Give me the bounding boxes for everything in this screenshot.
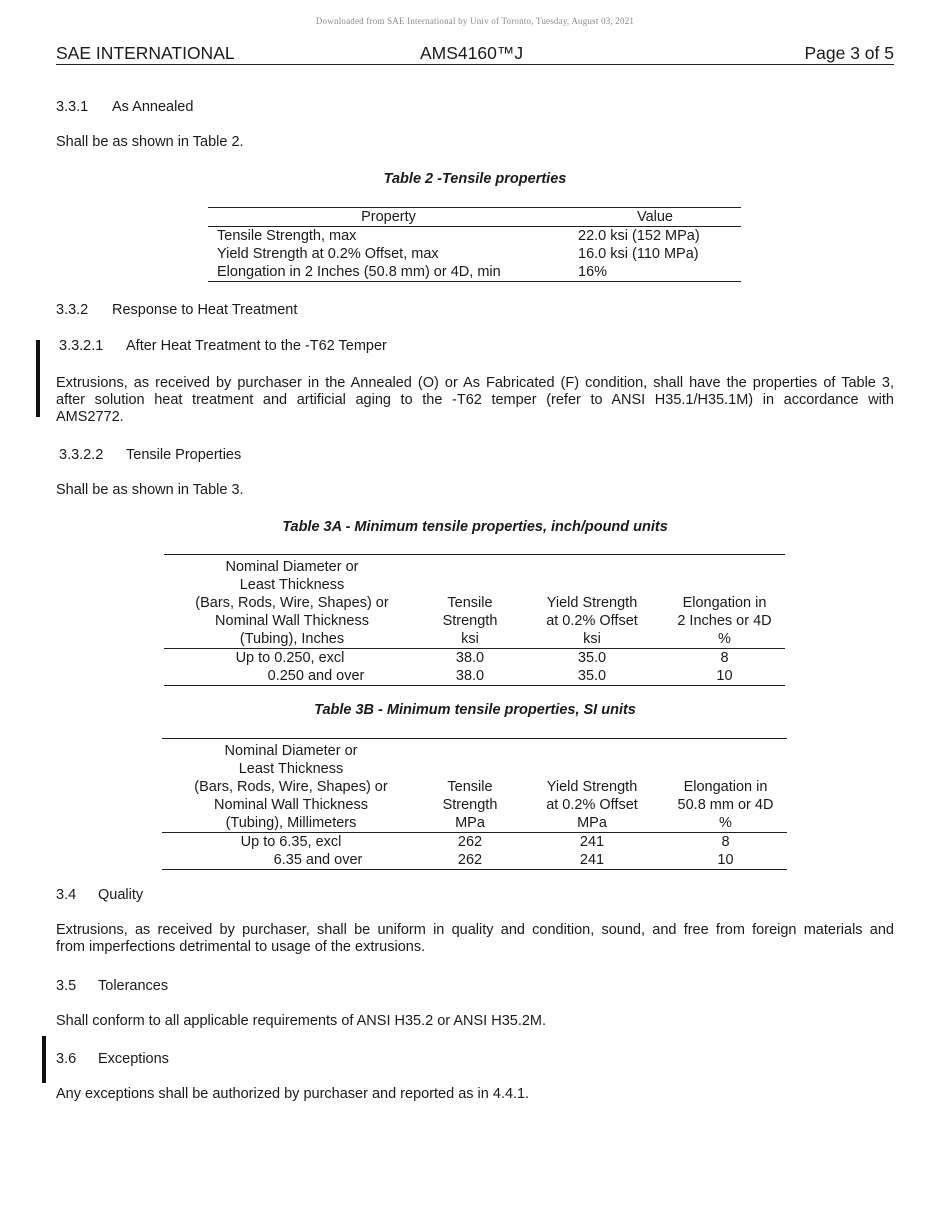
text-line: AMS2772. bbox=[56, 409, 124, 425]
table-header-yield bbox=[520, 555, 664, 649]
table-2 bbox=[208, 207, 741, 282]
revision-change-bar bbox=[42, 1036, 46, 1083]
header-line: Strength bbox=[442, 797, 498, 813]
table-header-property: Property bbox=[208, 208, 569, 227]
table-cell: 16.0 ksi (110 MPa) bbox=[578, 246, 699, 262]
section-3-3-2-1-heading bbox=[59, 337, 387, 355]
header-line: Elongation in bbox=[682, 595, 767, 611]
table-cell bbox=[162, 833, 420, 852]
header-line: Yield Strength bbox=[546, 779, 638, 795]
header-line: Tensile bbox=[447, 595, 493, 611]
table-cell bbox=[162, 851, 420, 870]
section-number: 3.3.1 bbox=[56, 99, 89, 115]
table-header-tensile bbox=[420, 739, 520, 833]
header-line: ksi bbox=[461, 631, 479, 647]
table-cell: 38.0 bbox=[455, 668, 485, 684]
table-cell: 8 bbox=[721, 834, 730, 850]
header-line: Nominal Diameter or bbox=[224, 743, 358, 759]
page-header bbox=[56, 43, 894, 65]
section-title: Quality bbox=[98, 887, 144, 903]
table-3a bbox=[164, 554, 785, 686]
section-3-3-2-2-heading bbox=[59, 446, 241, 464]
cell-text: 0.250 and over bbox=[267, 668, 365, 684]
section-3-3-2-heading bbox=[56, 301, 297, 319]
header-line: (Bars, Rods, Wire, Shapes) or bbox=[195, 595, 389, 611]
table-cell bbox=[164, 667, 420, 686]
table-3b bbox=[162, 738, 787, 870]
section-number: 3.5 bbox=[56, 978, 77, 994]
table-header-elongation bbox=[664, 739, 787, 833]
header-line: Elongation in bbox=[683, 779, 768, 795]
header-line: Strength bbox=[442, 613, 498, 629]
table-row bbox=[162, 833, 787, 852]
table-row bbox=[208, 263, 741, 282]
table-cell: 22.0 ksi (152 MPa) bbox=[578, 228, 700, 244]
section-3-4-heading bbox=[56, 886, 143, 904]
header-line: 50.8 mm or 4D bbox=[677, 797, 774, 813]
table-cell: Yield Strength at 0.2% Offset, max bbox=[217, 246, 439, 262]
section-3-5-text: Shall conform to all applicable requirements of ANSI H35.2 or ANSI H35.2M. bbox=[56, 1013, 547, 1029]
table-cell: 38.0 bbox=[455, 650, 485, 666]
section-title: Tolerances bbox=[98, 978, 169, 994]
table-cell: 10 bbox=[716, 668, 733, 684]
section-number: 3.6 bbox=[56, 1051, 77, 1067]
table-header-dimension bbox=[162, 739, 420, 833]
section-title: Tensile Properties bbox=[126, 447, 242, 463]
header-line: MPa bbox=[455, 815, 485, 831]
table-cell: 262 bbox=[457, 852, 483, 868]
header-line: Tensile bbox=[447, 779, 493, 795]
header-line: 2 Inches or 4D bbox=[677, 613, 772, 629]
header-line: Least Thickness bbox=[239, 577, 345, 593]
section-3-3-1-heading bbox=[56, 98, 193, 116]
section-3-3-1-text: Shall be as shown in Table 2. bbox=[56, 134, 244, 150]
table-header-yield bbox=[520, 739, 664, 833]
section-3-6-heading bbox=[56, 1050, 169, 1068]
table-3a-caption: Table 3A - Minimum tensile properties, inch/pound units bbox=[282, 519, 668, 535]
table-cell: 241 bbox=[579, 852, 605, 868]
download-note: Downloaded from SAE International by Univ of Toronto, Tuesday, August 03, 2021 bbox=[315, 16, 635, 26]
text-line: from imperfections detrimental to usage of the extrusions. bbox=[56, 939, 426, 955]
header-line: ksi bbox=[583, 631, 601, 647]
header-page-number: Page 3 of 5 bbox=[804, 43, 894, 63]
section-title: Exceptions bbox=[98, 1051, 169, 1067]
table-row bbox=[208, 245, 741, 263]
section-3-4-text bbox=[56, 922, 894, 956]
section-3-6-text: Any exceptions shall be authorized by purchaser and reported as in 4.4.1. bbox=[56, 1086, 530, 1102]
header-line: (Tubing), Millimeters bbox=[225, 815, 357, 831]
table-header-dimension bbox=[164, 555, 420, 649]
header-line: % bbox=[719, 815, 732, 831]
table-cell: 262 bbox=[457, 834, 483, 850]
section-title: Response to Heat Treatment bbox=[112, 302, 298, 318]
table-cell: 35.0 bbox=[577, 668, 607, 684]
table-cell bbox=[164, 649, 420, 668]
header-line: Nominal Wall Thickness bbox=[214, 797, 368, 813]
table-3b-caption: Table 3B - Minimum tensile properties, SI units bbox=[314, 702, 636, 718]
revision-change-bar bbox=[36, 340, 40, 417]
header-line: (Bars, Rods, Wire, Shapes) or bbox=[194, 779, 388, 795]
table-header-elongation bbox=[664, 555, 785, 649]
table-cell: Elongation in 2 Inches (50.8 mm) or 4D, min bbox=[217, 264, 501, 280]
header-doc-id: AMS4160™J bbox=[420, 43, 524, 63]
section-number: 3.3.2 bbox=[56, 302, 89, 318]
table-row bbox=[164, 649, 785, 668]
section-number: 3.3.2.2 bbox=[59, 447, 104, 463]
header-line: Yield Strength bbox=[546, 595, 638, 611]
header-line: MPa bbox=[577, 815, 607, 831]
section-3-3-2-2-text: Shall be as shown in Table 3. bbox=[56, 482, 244, 498]
text-line: Extrusions, as received by purchaser in the Annealed (O) or As Fabricated (F) condition, shall have the properties of Table 3, bbox=[56, 375, 894, 391]
header-line: Nominal Diameter or bbox=[225, 559, 359, 575]
header-line: Nominal Wall Thickness bbox=[215, 613, 369, 629]
section-title: As Annealed bbox=[112, 99, 194, 115]
section-3-3-2-1-text bbox=[56, 375, 894, 426]
table-header-tensile bbox=[420, 555, 520, 649]
section-title: After Heat Treatment to the -T62 Temper bbox=[126, 338, 387, 354]
table-header-value: Value bbox=[569, 208, 741, 227]
section-number: 3.4 bbox=[56, 887, 77, 903]
text-line: after solution heat treatment and artificial aging to the -T62 temper (refer to ANSI H35.1/H35.1M) in accordance with bbox=[56, 392, 894, 408]
section-3-5-heading bbox=[56, 977, 168, 995]
section-number: 3.3.2.1 bbox=[59, 338, 104, 354]
cell-text: Up to 6.35, excl bbox=[240, 834, 342, 850]
table-2-caption: Table 2 -Tensile properties bbox=[383, 171, 567, 187]
table-cell: 10 bbox=[717, 852, 734, 868]
table-cell: Tensile Strength, max bbox=[217, 228, 357, 244]
table-row bbox=[164, 667, 785, 686]
header-line: at 0.2% Offset bbox=[546, 613, 638, 629]
table-cell: 16% bbox=[578, 264, 608, 280]
header-line: Least Thickness bbox=[238, 761, 344, 777]
cell-text: Up to 0.250, excl bbox=[235, 650, 345, 666]
text-line: Extrusions, as received by purchaser, shall be uniform in quality and condition, sound, and free from foreign materials and bbox=[56, 922, 894, 938]
header-line: % bbox=[718, 631, 731, 647]
cell-text: 6.35 and over bbox=[273, 852, 363, 868]
header-line: at 0.2% Offset bbox=[546, 797, 638, 813]
header-line: (Tubing), Inches bbox=[239, 631, 345, 647]
table-row bbox=[162, 851, 787, 870]
table-row bbox=[208, 227, 741, 246]
table-cell: 8 bbox=[720, 650, 729, 666]
table-cell: 35.0 bbox=[577, 650, 607, 666]
table-cell: 241 bbox=[579, 834, 605, 850]
header-org: SAE INTERNATIONAL bbox=[56, 43, 235, 63]
